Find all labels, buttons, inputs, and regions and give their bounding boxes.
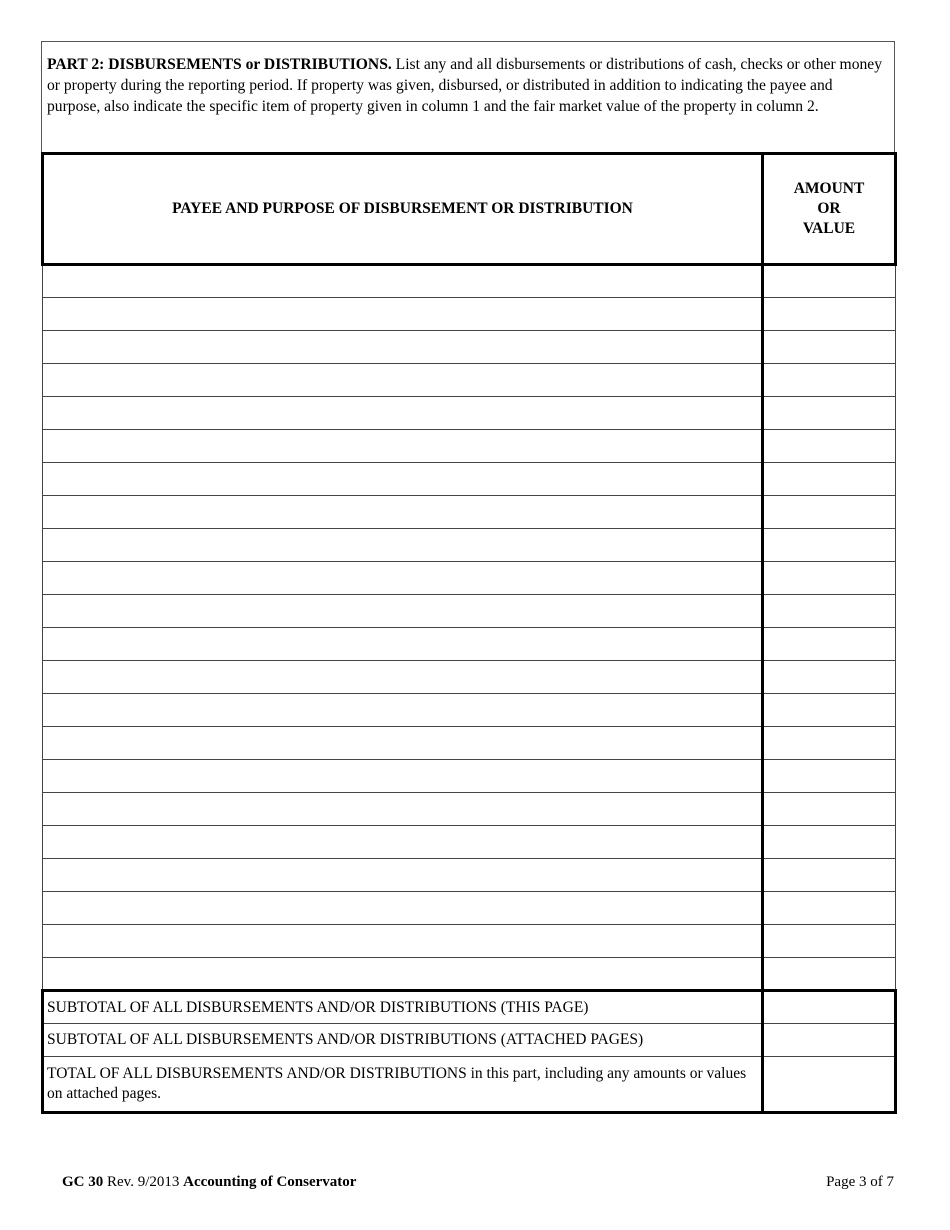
amount-value-cell[interactable] bbox=[763, 760, 896, 793]
table-row bbox=[43, 727, 896, 760]
table-row bbox=[43, 496, 896, 529]
payee-purpose-cell[interactable] bbox=[43, 727, 763, 760]
amount-header-line2: OR bbox=[817, 200, 841, 217]
amount-value-cell[interactable] bbox=[763, 562, 896, 595]
amount-value-cell[interactable] bbox=[763, 727, 896, 760]
form-revision: Rev. 9/2013 bbox=[103, 1174, 184, 1190]
payee-purpose-cell[interactable] bbox=[43, 661, 763, 694]
table-row bbox=[43, 364, 896, 397]
payee-purpose-cell[interactable] bbox=[43, 595, 763, 628]
amount-value-header bbox=[763, 154, 896, 265]
grand-total-label: TOTAL OF ALL DISBURSEMENTS AND/OR DISTRIBUTIONS in this part, including any amounts or values on attached pages. bbox=[43, 1057, 763, 1113]
amount-value-cell[interactable] bbox=[763, 529, 896, 562]
part2-heading: PART 2: DISBURSEMENTS or DISTRIBUTIONS. bbox=[47, 56, 392, 73]
payee-purpose-cell[interactable] bbox=[43, 925, 763, 958]
payee-purpose-cell[interactable] bbox=[43, 958, 763, 991]
payee-purpose-cell[interactable] bbox=[43, 463, 763, 496]
payee-purpose-cell[interactable] bbox=[43, 529, 763, 562]
table-row bbox=[43, 661, 896, 694]
payee-purpose-cell[interactable] bbox=[43, 496, 763, 529]
subtotal-attached-pages-row bbox=[43, 1024, 896, 1057]
form-footer-id bbox=[62, 1174, 356, 1191]
grand-total-value[interactable] bbox=[763, 1057, 896, 1113]
amount-value-cell[interactable] bbox=[763, 496, 896, 529]
table-row bbox=[43, 562, 896, 595]
payee-purpose-cell[interactable] bbox=[43, 892, 763, 925]
table-row bbox=[43, 694, 896, 727]
payee-purpose-cell[interactable] bbox=[43, 859, 763, 892]
table-row bbox=[43, 859, 896, 892]
subtotal-this-page-value[interactable] bbox=[763, 991, 896, 1024]
table-row bbox=[43, 430, 896, 463]
amount-value-cell[interactable] bbox=[763, 958, 896, 991]
payee-purpose-cell[interactable] bbox=[43, 397, 763, 430]
amount-value-cell[interactable] bbox=[763, 859, 896, 892]
amount-value-cell[interactable] bbox=[763, 661, 896, 694]
payee-purpose-cell[interactable] bbox=[43, 364, 763, 397]
subtotal-attached-pages-label: SUBTOTAL OF ALL DISBURSEMENTS AND/OR DISTRIBUTIONS (ATTACHED PAGES) bbox=[43, 1024, 763, 1057]
subtotal-this-page-row bbox=[43, 991, 896, 1024]
amount-value-cell[interactable] bbox=[763, 628, 896, 661]
amount-value-cell[interactable] bbox=[763, 265, 896, 298]
table-row bbox=[43, 265, 896, 298]
payee-purpose-cell[interactable] bbox=[43, 793, 763, 826]
table-row bbox=[43, 826, 896, 859]
payee-purpose-cell[interactable] bbox=[43, 760, 763, 793]
table-row bbox=[43, 298, 896, 331]
table-row bbox=[43, 925, 896, 958]
amount-value-cell[interactable] bbox=[763, 595, 896, 628]
payee-purpose-header: PAYEE AND PURPOSE OF DISBURSEMENT OR DISTRIBUTION bbox=[43, 154, 763, 265]
subtotal-attached-pages-value[interactable] bbox=[763, 1024, 896, 1057]
payee-purpose-cell[interactable] bbox=[43, 562, 763, 595]
payee-purpose-cell[interactable] bbox=[43, 628, 763, 661]
page-number: Page 3 of 7 bbox=[826, 1174, 894, 1190]
subtotal-this-page-label: SUBTOTAL OF ALL DISBURSEMENTS AND/OR DISTRIBUTIONS (THIS PAGE) bbox=[43, 991, 763, 1024]
payee-purpose-cell[interactable] bbox=[43, 694, 763, 727]
grand-total-row bbox=[43, 1057, 896, 1113]
table-row bbox=[43, 958, 896, 991]
table-body bbox=[43, 265, 896, 1113]
table-header-row bbox=[43, 154, 896, 265]
amount-value-cell[interactable] bbox=[763, 694, 896, 727]
table-row bbox=[43, 529, 896, 562]
disbursements-table bbox=[41, 152, 897, 1114]
payee-purpose-cell[interactable] bbox=[43, 331, 763, 364]
table-row bbox=[43, 331, 896, 364]
table-row bbox=[43, 628, 896, 661]
amount-value-cell[interactable] bbox=[763, 397, 896, 430]
amount-value-cell[interactable] bbox=[763, 298, 896, 331]
payee-purpose-cell[interactable] bbox=[43, 430, 763, 463]
table-row bbox=[43, 463, 896, 496]
form-title: Accounting of Conservator bbox=[183, 1174, 357, 1190]
form-code: GC 30 bbox=[62, 1174, 104, 1190]
amount-value-cell[interactable] bbox=[763, 364, 896, 397]
amount-header-line3: VALUE bbox=[802, 220, 856, 237]
part2-instructions bbox=[41, 41, 895, 152]
table-row bbox=[43, 595, 896, 628]
payee-purpose-cell[interactable] bbox=[43, 826, 763, 859]
payee-purpose-cell[interactable] bbox=[43, 298, 763, 331]
amount-value-cell[interactable] bbox=[763, 826, 896, 859]
part2-instruction-text: List any and all disbursements or distributions of cash, checks or other money or property during the reporting period. If property was given, disbursed, or distributed in addition to indicating the payee and purpose, also indicate the specific item of property given in column 1 and the fair market value of the property in column 2. bbox=[47, 56, 883, 115]
table-row bbox=[43, 892, 896, 925]
amount-value-cell[interactable] bbox=[763, 892, 896, 925]
amount-value-cell[interactable] bbox=[763, 430, 896, 463]
amount-value-cell[interactable] bbox=[763, 463, 896, 496]
amount-value-cell[interactable] bbox=[763, 925, 896, 958]
payee-purpose-cell[interactable] bbox=[43, 265, 763, 298]
amount-value-cell[interactable] bbox=[763, 331, 896, 364]
table-row bbox=[43, 760, 896, 793]
table-row bbox=[43, 397, 896, 430]
amount-header-line1: AMOUNT bbox=[793, 180, 865, 197]
amount-value-cell[interactable] bbox=[763, 793, 896, 826]
table-row bbox=[43, 793, 896, 826]
